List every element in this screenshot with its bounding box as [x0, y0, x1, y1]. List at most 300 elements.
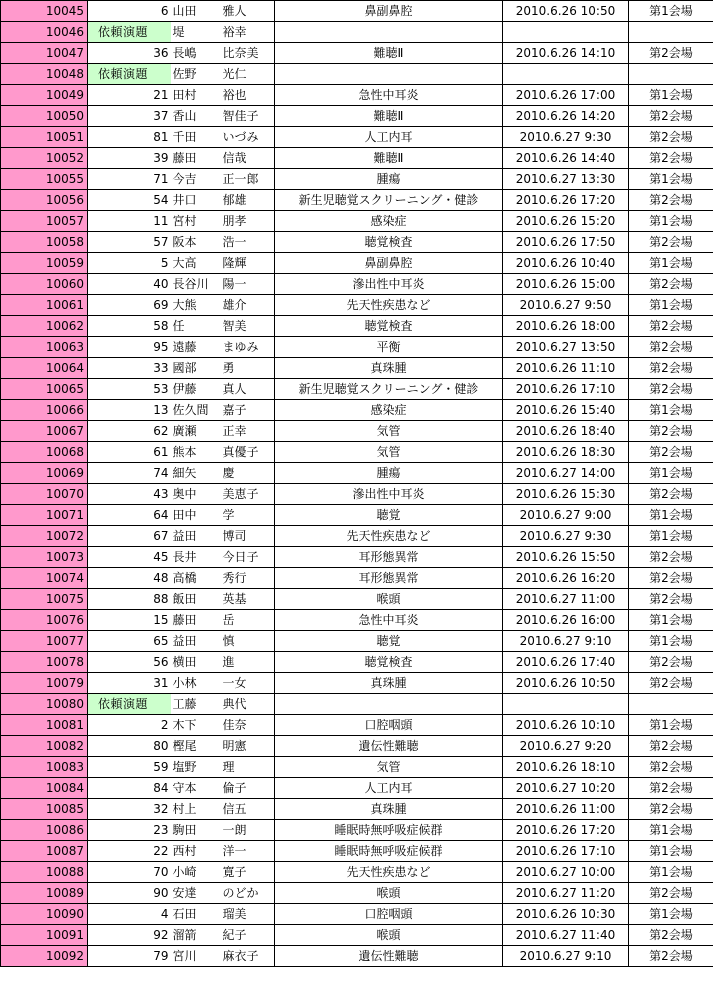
surname-cell: 駒田 [171, 820, 213, 841]
surname-cell: 任 [171, 316, 213, 337]
presentation-number-cell: 64 [88, 505, 171, 526]
presentation-number-cell: 33 [88, 358, 171, 379]
session-topic-cell: 人工内耳 [275, 127, 503, 148]
table-row [1, 505, 713, 526]
table-row [1, 316, 713, 337]
entry-id-cell: 10059 [1, 253, 88, 274]
table-row [1, 337, 713, 358]
entry-id-cell: 10080 [1, 694, 88, 715]
session-topic-cell: 気管 [275, 421, 503, 442]
table-row [1, 547, 713, 568]
table-row [1, 568, 713, 589]
datetime-cell: 2010.6.26 10:40 [503, 253, 629, 274]
presentation-number-cell: 2 [88, 715, 171, 736]
given-name-cell: まゆみ [213, 337, 275, 358]
table-row [1, 484, 713, 505]
presentation-number-cell: 67 [88, 526, 171, 547]
entry-id-cell: 10069 [1, 463, 88, 484]
session-topic-cell: 難聴Ⅱ [275, 43, 503, 64]
surname-cell: 高橋 [171, 568, 213, 589]
given-name-cell: 嘉子 [213, 400, 275, 421]
session-topic-cell: 喉頭 [275, 883, 503, 904]
entry-id-cell: 10073 [1, 547, 88, 568]
table-row [1, 757, 713, 778]
table-row [1, 106, 713, 127]
session-topic-cell: 新生児聴覚スクリーニング・健診 [275, 190, 503, 211]
presentation-number-cell: 65 [88, 631, 171, 652]
table-row [1, 1, 713, 22]
datetime-cell: 2010.6.26 18:10 [503, 757, 629, 778]
entry-id-cell: 10092 [1, 946, 88, 967]
surname-cell: 工藤 [171, 694, 213, 715]
venue-cell: 第2会場 [629, 925, 713, 946]
given-name-cell: 博司 [213, 526, 275, 547]
entry-id-cell: 10060 [1, 274, 88, 295]
entry-id-cell: 10052 [1, 148, 88, 169]
given-name-cell: 光仁 [213, 64, 275, 85]
given-name-cell: 正幸 [213, 421, 275, 442]
surname-cell: 細矢 [171, 463, 213, 484]
table-row [1, 862, 713, 883]
session-topic-cell: 睡眠時無呼吸症候群 [275, 841, 503, 862]
given-name-cell: 慎 [213, 631, 275, 652]
venue-cell: 第1会場 [629, 400, 713, 421]
entry-id-cell: 10062 [1, 316, 88, 337]
session-topic-cell: 難聴Ⅱ [275, 148, 503, 169]
session-topic-cell: 腫瘍 [275, 463, 503, 484]
venue-cell: 第2会場 [629, 946, 713, 967]
surname-cell: 長谷川 [171, 274, 213, 295]
given-name-cell: 隆輝 [213, 253, 275, 274]
session-topic-cell: 腫瘍 [275, 169, 503, 190]
presentation-number-cell: 69 [88, 295, 171, 316]
venue-cell: 第2会場 [629, 421, 713, 442]
entry-id-cell: 10067 [1, 421, 88, 442]
entry-id-cell: 10089 [1, 883, 88, 904]
surname-cell: 阪本 [171, 232, 213, 253]
presentation-number-cell: 62 [88, 421, 171, 442]
surname-cell: 樫尾 [171, 736, 213, 757]
venue-cell: 第2会場 [629, 589, 713, 610]
presentation-number-cell: 22 [88, 841, 171, 862]
session-topic-cell: 真珠腫 [275, 673, 503, 694]
datetime-cell: 2010.6.26 17:50 [503, 232, 629, 253]
presentation-number-cell: 32 [88, 799, 171, 820]
venue-cell: 第2会場 [629, 148, 713, 169]
session-topic-cell: 急性中耳炎 [275, 610, 503, 631]
given-name-cell: 英基 [213, 589, 275, 610]
venue-cell: 第2会場 [629, 757, 713, 778]
session-topic-cell: 喉頭 [275, 589, 503, 610]
table-row [1, 652, 713, 673]
venue-cell: 第1会場 [629, 610, 713, 631]
given-name-cell: 雄介 [213, 295, 275, 316]
surname-cell: 遠藤 [171, 337, 213, 358]
datetime-cell: 2010.6.27 9:00 [503, 505, 629, 526]
presentation-number-cell: 40 [88, 274, 171, 295]
venue-cell: 第2会場 [629, 568, 713, 589]
venue-cell: 第2会場 [629, 484, 713, 505]
table-row [1, 379, 713, 400]
surname-cell: 長嶋 [171, 43, 213, 64]
datetime-cell: 2010.6.26 18:30 [503, 442, 629, 463]
session-topic-cell: 鼻副鼻腔 [275, 1, 503, 22]
given-name-cell: 理 [213, 757, 275, 778]
table-row [1, 169, 713, 190]
surname-cell: 西村 [171, 841, 213, 862]
surname-cell: 石田 [171, 904, 213, 925]
given-name-cell: 信哉 [213, 148, 275, 169]
surname-cell: 益田 [171, 631, 213, 652]
given-name-cell: 朋孝 [213, 211, 275, 232]
presentation-number-cell: 6 [88, 1, 171, 22]
presentation-number-cell: 71 [88, 169, 171, 190]
surname-cell: 安達 [171, 883, 213, 904]
table-row [1, 778, 713, 799]
given-name-cell: 寛子 [213, 862, 275, 883]
table-row [1, 295, 713, 316]
presentation-number-cell: 21 [88, 85, 171, 106]
entry-id-cell: 10070 [1, 484, 88, 505]
session-topic-cell: 急性中耳炎 [275, 85, 503, 106]
datetime-cell: 2010.6.26 11:00 [503, 799, 629, 820]
datetime-cell: 2010.6.26 14:10 [503, 43, 629, 64]
table-row [1, 64, 713, 85]
given-name-cell: 真優子 [213, 442, 275, 463]
session-topic-cell [275, 22, 503, 43]
presentation-number-cell: 88 [88, 589, 171, 610]
table-row [1, 694, 713, 715]
entry-id-cell: 10057 [1, 211, 88, 232]
entry-id-cell: 10055 [1, 169, 88, 190]
table-row [1, 946, 713, 967]
session-topic-cell: 聴覚検査 [275, 316, 503, 337]
venue-cell: 第1会場 [629, 169, 713, 190]
datetime-cell [503, 694, 629, 715]
given-name-cell: 岳 [213, 610, 275, 631]
entry-id-cell: 10061 [1, 295, 88, 316]
session-topic-cell: 滲出性中耳炎 [275, 484, 503, 505]
surname-cell: 藤田 [171, 148, 213, 169]
given-name-cell: 一朗 [213, 820, 275, 841]
entry-id-cell: 10077 [1, 631, 88, 652]
surname-cell: 溜箭 [171, 925, 213, 946]
session-topic-cell: 遺伝性難聴 [275, 736, 503, 757]
session-topic-cell: 聴覚検査 [275, 232, 503, 253]
table-row [1, 736, 713, 757]
session-topic-cell: 人工内耳 [275, 778, 503, 799]
table-row [1, 610, 713, 631]
presentation-number-cell: 84 [88, 778, 171, 799]
entry-id-cell: 10056 [1, 190, 88, 211]
given-name-cell: 雅人 [213, 1, 275, 22]
venue-cell: 第2会場 [629, 274, 713, 295]
given-name-cell: 智美 [213, 316, 275, 337]
entry-id-cell: 10045 [1, 1, 88, 22]
table-row [1, 211, 713, 232]
table-row [1, 631, 713, 652]
venue-cell: 第1会場 [629, 862, 713, 883]
session-topic-cell: 先天性疾患など [275, 295, 503, 316]
entry-id-cell: 10091 [1, 925, 88, 946]
table-row [1, 148, 713, 169]
entry-id-cell: 10064 [1, 358, 88, 379]
given-name-cell: いづみ [213, 127, 275, 148]
table-row [1, 127, 713, 148]
given-name-cell: 今日子 [213, 547, 275, 568]
surname-cell: 横田 [171, 652, 213, 673]
surname-cell: 田村 [171, 85, 213, 106]
session-topic-cell: 新生児聴覚スクリーニング・健診 [275, 379, 503, 400]
venue-cell: 第1会場 [629, 211, 713, 232]
table-row [1, 589, 713, 610]
presentation-number-cell: 54 [88, 190, 171, 211]
given-name-cell: 智佳子 [213, 106, 275, 127]
given-name-cell: 進 [213, 652, 275, 673]
session-topic-cell: 睡眠時無呼吸症候群 [275, 820, 503, 841]
presentation-number-cell: 48 [88, 568, 171, 589]
venue-cell: 第2会場 [629, 799, 713, 820]
venue-cell: 第2会場 [629, 547, 713, 568]
table-row [1, 232, 713, 253]
given-name-cell: のどか [213, 883, 275, 904]
presentation-number-cell: 58 [88, 316, 171, 337]
schedule-table-body [1, 1, 713, 967]
table-row [1, 400, 713, 421]
venue-cell: 第2会場 [629, 127, 713, 148]
datetime-cell: 2010.6.27 9:30 [503, 127, 629, 148]
session-topic-cell: 難聴Ⅱ [275, 106, 503, 127]
venue-cell: 第2会場 [629, 358, 713, 379]
table-row [1, 820, 713, 841]
entry-id-cell: 10082 [1, 736, 88, 757]
datetime-cell: 2010.6.26 14:40 [503, 148, 629, 169]
entry-id-cell: 10079 [1, 673, 88, 694]
datetime-cell: 2010.6.26 18:40 [503, 421, 629, 442]
datetime-cell: 2010.6.26 17:20 [503, 190, 629, 211]
entry-id-cell: 10050 [1, 106, 88, 127]
session-topic-cell: 聴覚 [275, 505, 503, 526]
session-topic-cell [275, 694, 503, 715]
session-topic-cell: 滲出性中耳炎 [275, 274, 503, 295]
table-row [1, 904, 713, 925]
venue-cell: 第2会場 [629, 190, 713, 211]
datetime-cell: 2010.6.27 9:30 [503, 526, 629, 547]
surname-cell: 小崎 [171, 862, 213, 883]
venue-cell: 第2会場 [629, 673, 713, 694]
datetime-cell: 2010.6.26 16:00 [503, 610, 629, 631]
session-topic-cell: 感染症 [275, 211, 503, 232]
session-topic-cell: 聴覚検査 [275, 652, 503, 673]
venue-cell [629, 64, 713, 85]
entry-id-cell: 10076 [1, 610, 88, 631]
session-topic-cell: 口腔咽頭 [275, 904, 503, 925]
given-name-cell: 郁雄 [213, 190, 275, 211]
surname-cell: 佐野 [171, 64, 213, 85]
given-name-cell: 麻衣子 [213, 946, 275, 967]
venue-cell: 第2会場 [629, 379, 713, 400]
table-row [1, 463, 713, 484]
entry-id-cell: 10078 [1, 652, 88, 673]
venue-cell: 第1会場 [629, 1, 713, 22]
surname-cell: 守本 [171, 778, 213, 799]
given-name-cell: 信五 [213, 799, 275, 820]
table-row [1, 274, 713, 295]
datetime-cell: 2010.6.26 15:50 [503, 547, 629, 568]
venue-cell: 第2会場 [629, 778, 713, 799]
datetime-cell: 2010.6.27 9:10 [503, 946, 629, 967]
datetime-cell: 2010.6.26 18:00 [503, 316, 629, 337]
datetime-cell [503, 64, 629, 85]
given-name-cell: 裕也 [213, 85, 275, 106]
presentation-number-cell: 45 [88, 547, 171, 568]
entry-id-cell: 10049 [1, 85, 88, 106]
venue-cell: 第2会場 [629, 106, 713, 127]
session-topic-cell: 気管 [275, 442, 503, 463]
presentation-number-cell: 15 [88, 610, 171, 631]
entry-id-cell: 10068 [1, 442, 88, 463]
venue-cell: 第2会場 [629, 883, 713, 904]
venue-cell: 第1会場 [629, 715, 713, 736]
session-topic-cell: 遺伝性難聴 [275, 946, 503, 967]
entry-id-cell: 10075 [1, 589, 88, 610]
surname-cell: 熊本 [171, 442, 213, 463]
venue-cell: 第1会場 [629, 841, 713, 862]
datetime-cell: 2010.6.27 10:00 [503, 862, 629, 883]
presentation-number-cell: 依頼演題 [88, 694, 171, 715]
entry-id-cell: 10072 [1, 526, 88, 547]
given-name-cell: 佳奈 [213, 715, 275, 736]
surname-cell: 井口 [171, 190, 213, 211]
session-topic-cell: 真珠腫 [275, 358, 503, 379]
datetime-cell: 2010.6.26 15:20 [503, 211, 629, 232]
datetime-cell: 2010.6.26 10:50 [503, 673, 629, 694]
surname-cell: 宮村 [171, 211, 213, 232]
surname-cell: 宮川 [171, 946, 213, 967]
given-name-cell: 真人 [213, 379, 275, 400]
entry-id-cell: 10090 [1, 904, 88, 925]
datetime-cell: 2010.6.26 17:10 [503, 379, 629, 400]
table-row [1, 883, 713, 904]
presentation-number-cell: 92 [88, 925, 171, 946]
surname-cell: 千田 [171, 127, 213, 148]
venue-cell: 第1会場 [629, 295, 713, 316]
session-topic-cell: 口腔咽頭 [275, 715, 503, 736]
given-name-cell: 比奈美 [213, 43, 275, 64]
datetime-cell: 2010.6.26 17:10 [503, 841, 629, 862]
datetime-cell: 2010.6.26 17:20 [503, 820, 629, 841]
presentation-number-cell: 依頼演題 [88, 64, 171, 85]
entry-id-cell: 10066 [1, 400, 88, 421]
presentation-number-cell: 37 [88, 106, 171, 127]
presentation-number-cell: 5 [88, 253, 171, 274]
presentation-number-cell: 31 [88, 673, 171, 694]
datetime-cell: 2010.6.26 10:50 [503, 1, 629, 22]
table-row [1, 43, 713, 64]
venue-cell [629, 694, 713, 715]
datetime-cell: 2010.6.27 14:00 [503, 463, 629, 484]
datetime-cell: 2010.6.26 10:30 [503, 904, 629, 925]
datetime-cell: 2010.6.26 16:20 [503, 568, 629, 589]
datetime-cell: 2010.6.26 17:40 [503, 652, 629, 673]
datetime-cell: 2010.6.26 10:10 [503, 715, 629, 736]
datetime-cell [503, 22, 629, 43]
venue-cell: 第2会場 [629, 736, 713, 757]
venue-cell: 第1会場 [629, 631, 713, 652]
given-name-cell: 紀子 [213, 925, 275, 946]
entry-id-cell: 10047 [1, 43, 88, 64]
entry-id-cell: 10065 [1, 379, 88, 400]
presentation-number-cell: 依頼演題 [88, 22, 171, 43]
surname-cell: 益田 [171, 526, 213, 547]
presentation-number-cell: 23 [88, 820, 171, 841]
venue-cell: 第1会場 [629, 463, 713, 484]
datetime-cell: 2010.6.26 15:30 [503, 484, 629, 505]
datetime-cell: 2010.6.26 11:10 [503, 358, 629, 379]
session-topic-cell: 喉頭 [275, 925, 503, 946]
session-topic-cell: 耳形態異常 [275, 547, 503, 568]
datetime-cell: 2010.6.27 13:50 [503, 337, 629, 358]
presentation-number-cell: 61 [88, 442, 171, 463]
presentation-number-cell: 70 [88, 862, 171, 883]
table-row [1, 421, 713, 442]
venue-cell: 第2会場 [629, 337, 713, 358]
presentation-number-cell: 43 [88, 484, 171, 505]
presentation-number-cell: 59 [88, 757, 171, 778]
surname-cell: 香山 [171, 106, 213, 127]
venue-cell: 第1会場 [629, 904, 713, 925]
venue-cell: 第1会場 [629, 253, 713, 274]
venue-cell: 第2会場 [629, 316, 713, 337]
venue-cell: 第1会場 [629, 526, 713, 547]
given-name-cell: 秀行 [213, 568, 275, 589]
given-name-cell: 典代 [213, 694, 275, 715]
datetime-cell: 2010.6.26 17:00 [503, 85, 629, 106]
venue-cell: 第2会場 [629, 232, 713, 253]
presentation-number-cell: 11 [88, 211, 171, 232]
datetime-cell: 2010.6.26 15:40 [503, 400, 629, 421]
entry-id-cell: 10086 [1, 820, 88, 841]
session-topic-cell: 平衡 [275, 337, 503, 358]
surname-cell: 大高 [171, 253, 213, 274]
surname-cell: 奥中 [171, 484, 213, 505]
surname-cell: 堤 [171, 22, 213, 43]
entry-id-cell: 10081 [1, 715, 88, 736]
session-topic-cell: 耳形態異常 [275, 568, 503, 589]
surname-cell: 藤田 [171, 610, 213, 631]
given-name-cell: 倫子 [213, 778, 275, 799]
given-name-cell: 陽一 [213, 274, 275, 295]
datetime-cell: 2010.6.26 14:20 [503, 106, 629, 127]
session-topic-cell: 聴覚 [275, 631, 503, 652]
given-name-cell: 美恵子 [213, 484, 275, 505]
datetime-cell: 2010.6.27 11:40 [503, 925, 629, 946]
presentation-number-cell: 79 [88, 946, 171, 967]
presentation-number-cell: 36 [88, 43, 171, 64]
presentation-number-cell: 57 [88, 232, 171, 253]
surname-cell: 飯田 [171, 589, 213, 610]
table-row [1, 526, 713, 547]
presentation-number-cell: 90 [88, 883, 171, 904]
presentation-number-cell: 13 [88, 400, 171, 421]
presentation-number-cell: 95 [88, 337, 171, 358]
surname-cell: 長井 [171, 547, 213, 568]
table-row [1, 190, 713, 211]
surname-cell: 佐久間 [171, 400, 213, 421]
table-row [1, 358, 713, 379]
session-topic-cell: 気管 [275, 757, 503, 778]
session-topic-cell: 先天性疾患など [275, 526, 503, 547]
